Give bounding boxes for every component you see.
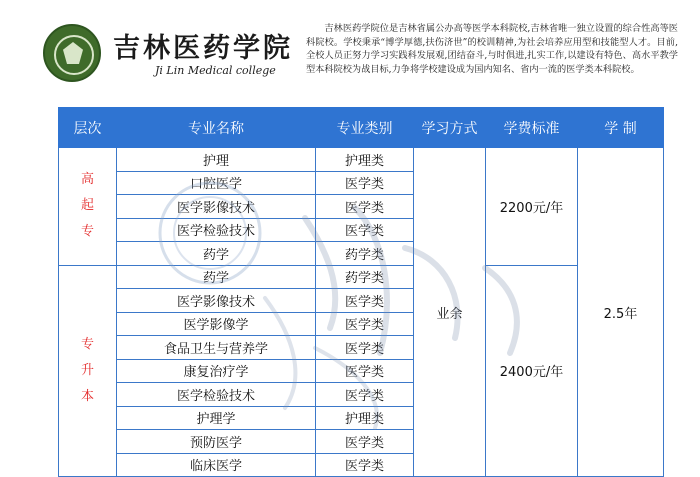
school-introduction: 吉林医药学院位是吉林省属公办高等医学本科院校,吉林省唯一独立设置的综合性高等医科院校。学校秉承“博学厚德,扶伤济世”的校训精神,为社会培养应用型和技能型人才。目前,全校人员正努力学习实践科发展观,团结奋斗,与时俱进,扎实工作,以建设有特色、高水平教学型本科院校为战目标,力争将学校建设成为国内知名、省内一流的医学类本科院校。 — [306, 23, 678, 75]
major-cell: 康复治疗学 — [117, 359, 316, 383]
school-name-en: Ji Lin Medical college — [155, 64, 276, 77]
major-cell: 护理 — [117, 148, 316, 172]
major-cell: 医学影像技术 — [117, 289, 316, 313]
duration-cell: 2.5年 — [578, 148, 664, 477]
category-cell: 医学类 — [316, 453, 414, 477]
major-cell: 食品卫生与营养学 — [117, 336, 316, 360]
major-cell: 口腔医学 — [117, 171, 316, 195]
major-cell: 临床医学 — [117, 453, 316, 477]
major-cell: 医学影像学 — [117, 312, 316, 336]
table-row — [59, 148, 664, 172]
school-seal-icon — [43, 24, 101, 82]
fee-cell-gaoqizhuan: 2200元/年 — [486, 148, 578, 266]
major-cell: 护理学 — [117, 406, 316, 430]
study-mode-cell: 业余 — [414, 148, 486, 477]
major-cell: 药学 — [117, 242, 316, 266]
category-cell: 药学类 — [316, 265, 414, 289]
header-level: 层次 — [59, 108, 117, 148]
header-category: 专业类别 — [316, 108, 414, 148]
category-cell: 医学类 — [316, 195, 414, 219]
category-cell: 药学类 — [316, 242, 414, 266]
category-cell: 医学类 — [316, 336, 414, 360]
header-study-mode: 学习方式 — [414, 108, 486, 148]
level-cell-gaoqizhuan: 高 起 专 — [59, 148, 117, 266]
category-cell: 医学类 — [316, 312, 414, 336]
major-cell: 医学检验技术 — [117, 383, 316, 407]
category-cell: 护理类 — [316, 148, 414, 172]
header-duration: 学 制 — [578, 108, 664, 148]
fee-cell-zhuanshengben: 2400元/年 — [486, 265, 578, 477]
header-major: 专业名称 — [117, 108, 316, 148]
table-header-row — [59, 108, 664, 148]
major-cell: 药学 — [117, 265, 316, 289]
category-cell: 医学类 — [316, 430, 414, 454]
school-logo-block — [43, 22, 293, 88]
category-cell: 医学类 — [316, 359, 414, 383]
category-cell: 医学类 — [316, 218, 414, 242]
header-fee: 学费标准 — [486, 108, 578, 148]
majors-table — [58, 107, 664, 477]
major-cell: 医学影像技术 — [117, 195, 316, 219]
major-cell: 医学检验技术 — [117, 218, 316, 242]
category-cell: 护理类 — [316, 406, 414, 430]
level-cell-zhuanshengben: 专 升 本 — [59, 265, 117, 477]
major-cell: 预防医学 — [117, 430, 316, 454]
category-cell: 医学类 — [316, 289, 414, 313]
table-row — [59, 265, 664, 289]
school-name-cn: 吉林医药学院 — [113, 33, 293, 64]
category-cell: 医学类 — [316, 383, 414, 407]
category-cell: 医学类 — [316, 171, 414, 195]
